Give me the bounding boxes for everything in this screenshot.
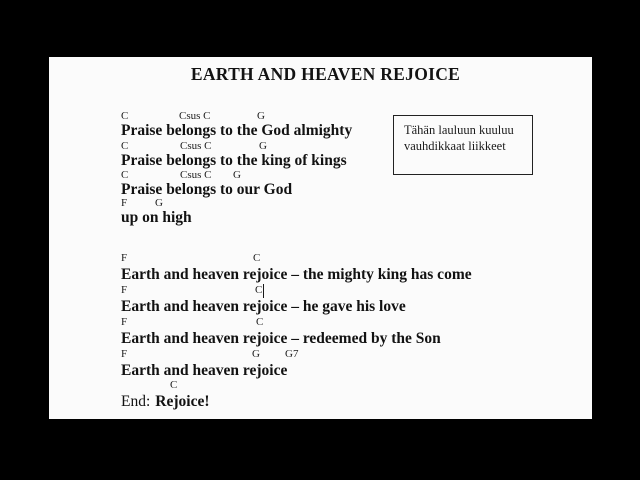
- document-page[interactable]: [49, 57, 592, 419]
- chord-csus-c: Csus C: [180, 169, 212, 181]
- chord-c: C: [256, 316, 264, 328]
- chord-g: G: [252, 348, 260, 360]
- chord-g: G: [257, 110, 265, 122]
- note-line: vauhdikkaat liikkeet: [404, 138, 506, 153]
- chord-c: C: [121, 140, 129, 152]
- chord-c: C: [170, 379, 178, 391]
- chord-line: [121, 317, 581, 331]
- end-line: [121, 394, 210, 410]
- chord-f: F: [121, 348, 128, 360]
- note-text-box[interactable]: [393, 115, 533, 175]
- lyric-line: Earth and heaven rejoice: [121, 362, 288, 379]
- chord-c: C: [253, 252, 261, 264]
- lyric-line: Earth and heaven rejoice – the mighty king has come: [121, 266, 472, 283]
- chord-line: [121, 349, 581, 363]
- lyric-line: Earth and heaven rejoice – redeemed by the Son: [121, 330, 441, 347]
- chord-csus-c: Csus C: [179, 110, 211, 122]
- text-caret: [263, 284, 264, 298]
- end-word: Rejoice!: [155, 393, 210, 410]
- chord-line: [121, 285, 581, 299]
- chord-g: G: [259, 140, 267, 152]
- lyric-line: up on high: [121, 209, 192, 226]
- chord-f: F: [121, 252, 128, 264]
- chord-g: G: [233, 169, 241, 181]
- chord-g: G: [155, 197, 163, 209]
- lyric-line: Praise belongs to our God: [121, 181, 293, 198]
- song-body: [121, 57, 592, 419]
- chord-f: F: [121, 316, 128, 328]
- chord-c: C: [121, 169, 129, 181]
- chord-g7: G7: [285, 348, 299, 360]
- chord-line: [121, 253, 581, 267]
- chord-f: F: [121, 197, 128, 209]
- chord-csus-c: Csus C: [180, 140, 212, 152]
- end-label: End:: [121, 393, 151, 410]
- chord-f: F: [121, 284, 128, 296]
- chord-c: C: [121, 110, 129, 122]
- lyric-line: Earth and heaven rejoice – he gave his love: [121, 298, 406, 315]
- lyric-line: Praise belongs to the God almighty: [121, 122, 353, 139]
- note-line: Tähän lauluun kuuluu: [404, 123, 514, 137]
- chord-c: C: [255, 284, 263, 296]
- song-title: EARTH AND HEAVEN REJOICE: [190, 64, 461, 84]
- lyric-line: Praise belongs to the king of kings: [121, 152, 347, 169]
- chord-line: [121, 380, 581, 394]
